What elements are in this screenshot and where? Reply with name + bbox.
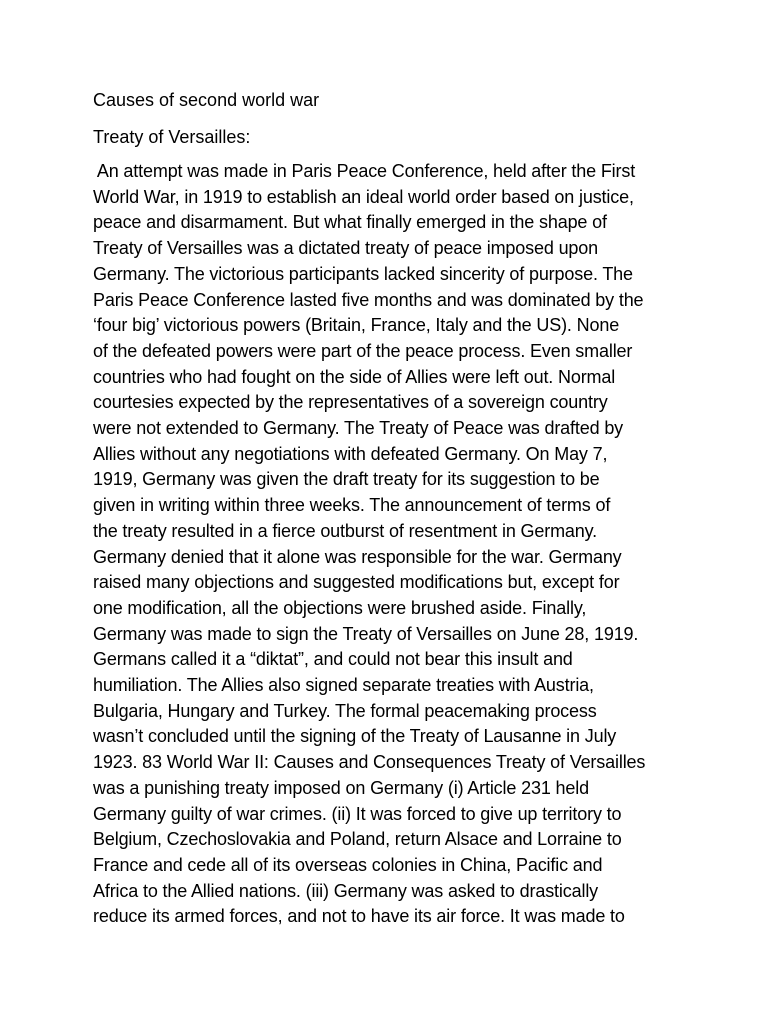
paragraph-line: countries who had fought on the side of Allies were left out. Normal bbox=[93, 366, 616, 387]
paragraph-line: of the defeated powers were part of the peace process. Even smaller bbox=[93, 340, 633, 361]
paragraph-line: Treaty of Versailles was a dictated treaty of peace imposed upon bbox=[93, 238, 599, 259]
paragraph-line: Bulgaria, Hungary and Turkey. The formal peacemaking process bbox=[93, 700, 597, 721]
paragraph-line: Germany denied that it alone was responsible for the war. Germany bbox=[93, 546, 622, 567]
body-paragraph bbox=[93, 159, 678, 930]
paragraph-line: Paris Peace Conference lasted five months and was dominated by the bbox=[93, 289, 644, 310]
paragraph-line: the treaty resulted in a fierce outburst of resentment in Germany. bbox=[93, 520, 598, 541]
section-heading: Treaty of Versailles: bbox=[93, 127, 251, 147]
paragraph-line: were not extended to Germany. The Treaty of Peace was drafted by bbox=[93, 418, 624, 439]
paragraph-line: An attempt was made in Paris Peace Conference, held after the First bbox=[93, 161, 636, 181]
paragraph-line: World War, in 1919 to establish an ideal world order based on justice, bbox=[93, 186, 634, 207]
document-title: Causes of second world war bbox=[93, 90, 320, 110]
paragraph-line: courtesies expected by the representatives of a sovereign country bbox=[93, 392, 608, 413]
document-content bbox=[93, 88, 678, 930]
paragraph-line: was a punishing treaty imposed on Germany (i) Article 231 held bbox=[93, 777, 589, 798]
paragraph-line: given in writing within three weeks. The announcement of terms of bbox=[93, 495, 611, 516]
paragraph-line: raised many objections and suggested modifications but, except for bbox=[93, 572, 620, 593]
paragraph-line: one modification, all the objections were brushed aside. Finally, bbox=[93, 597, 587, 618]
paragraph-line: ‘four big’ victorious powers (Britain, France, Italy and the US). None bbox=[93, 315, 620, 336]
paragraph-line: reduce its armed forces, and not to have its air force. It was made to bbox=[93, 906, 625, 927]
paragraph-line: Allies without any negotiations with defeated Germany. On May 7, bbox=[93, 443, 608, 464]
paragraph-line: Germany. The victorious participants lacked sincerity of purpose. The bbox=[93, 263, 633, 284]
paragraph-line: Germany guilty of war crimes. (ii) It was forced to give up territory to bbox=[93, 803, 622, 824]
paragraph-line: wasn’t concluded until the signing of the Treaty of Lausanne in July bbox=[93, 726, 617, 747]
paragraph-line: France and cede all of its overseas colonies in China, Pacific and bbox=[93, 854, 603, 875]
paragraph-line: Belgium, Czechoslovakia and Poland, return Alsace and Lorraine to bbox=[93, 829, 622, 850]
paragraph-line: peace and disarmament. But what finally emerged in the shape of bbox=[93, 212, 607, 233]
paragraph-line: Africa to the Allied nations. (iii) Germany was asked to drastically bbox=[93, 880, 599, 901]
paragraph-line: 1919, Germany was given the draft treaty for its suggestion to be bbox=[93, 469, 600, 490]
paragraph-line: humiliation. The Allies also signed separate treaties with Austria, bbox=[93, 675, 594, 696]
paragraph-line: Germany was made to sign the Treaty of Versailles on June 28, 1919. bbox=[93, 623, 639, 644]
paragraph-line: Germans called it a “diktat”, and could not bear this insult and bbox=[93, 649, 573, 670]
paragraph-line: 1923. 83 World War II: Causes and Consequences Treaty of Versailles bbox=[93, 752, 646, 773]
